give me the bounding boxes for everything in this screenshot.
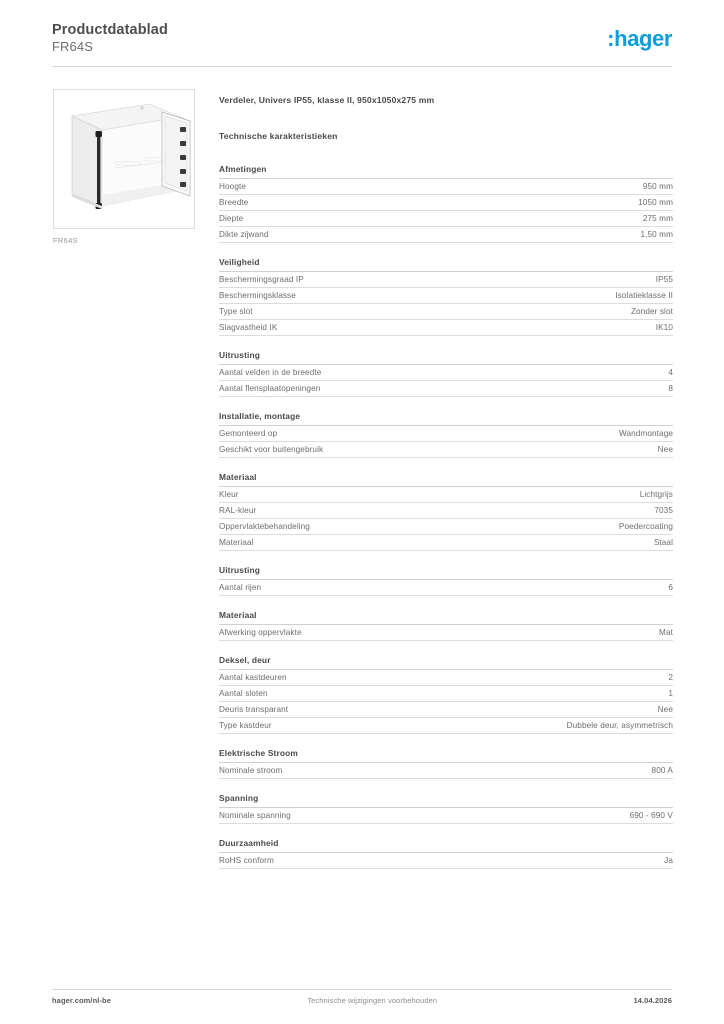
spec-row [219,702,673,718]
spec-group-title: Installatie, montage [219,411,673,426]
spec-row [219,487,673,503]
technical-characteristics-heading: Technische karakteristieken [219,131,338,141]
spec-row [219,365,673,381]
spec-label: Afwerking oppervlakte [219,628,302,637]
spec-group-title: Spanning [219,793,673,808]
spec-value: 275 mm [642,214,673,223]
spec-value: 7035 [654,506,673,515]
spec-row [219,195,673,211]
spec-group [219,350,673,397]
spec-group-title: Materiaal [219,472,673,487]
spec-label: Nominale spanning [219,811,291,820]
spec-value: 1 [668,689,673,698]
spec-label: Dikte zijwand [219,230,269,239]
spec-group [219,748,673,779]
spec-label: Gemonteerd op [219,429,278,438]
page-title: Productdatablad [52,22,168,38]
footer-website-link[interactable]: hager.com/nl-be [52,996,112,1005]
spec-row [219,808,673,824]
spec-row [219,503,673,519]
footer-date: 14.04.2026 [633,996,672,1005]
page-header [52,22,672,66]
spec-group-title: Duurzaamheid [219,838,673,853]
spec-label: Diepte [219,214,244,223]
spec-label: Nominale stroom [219,766,283,775]
spec-row [219,670,673,686]
spec-value: Isolatieklasse II [615,291,673,300]
spec-row [219,304,673,320]
spec-label: Type kastdeur [219,721,272,730]
document-title-block [52,22,168,55]
spec-group-title: Uitrusting [219,565,673,580]
spec-label: Aantal rijen [219,583,262,592]
spec-group [219,655,673,734]
page-footer [52,996,672,1005]
spec-label: Beschermingsgraad IP [219,275,304,284]
spec-value: Nee [657,445,673,454]
spec-group-title: Uitrusting [219,350,673,365]
spec-row [219,718,673,734]
spec-label: Geschikt voor buitengebruik [219,445,324,454]
spec-label: Aantal flensplaatopeningen [219,384,321,393]
spec-label: Aantal kastdeuren [219,673,287,682]
spec-value: 690 - 690 V [629,811,673,820]
spec-value: Wandmontage [618,429,673,438]
spec-group [219,164,673,243]
spec-row [219,211,673,227]
spec-label: Kleur [219,490,239,499]
product-image-caption: FR64S [53,236,78,245]
spec-label: Hoogte [219,182,247,191]
spec-row [219,535,673,551]
product-reference-subtitle: FR64S [52,39,93,54]
spec-group [219,257,673,336]
spec-row [219,519,673,535]
spec-label: Aantal sloten [219,689,268,698]
spec-group [219,793,673,824]
spec-row [219,686,673,702]
spec-label: RAL-kleur [219,506,257,515]
spec-label: Type slot [219,307,253,316]
spec-value: 4 [668,368,673,377]
spec-value: 2 [668,673,673,682]
spec-group [219,565,673,596]
hager-logo: :hager [607,26,672,51]
spec-value: Dubbele deur, asymmetrisch [566,721,673,730]
spec-value: Lichtgrijs [639,490,673,499]
spec-label: Oppervlaktebehandeling [219,522,310,531]
spec-value: Ja [664,856,673,865]
spec-groups-container [219,164,673,869]
spec-value: 950 mm [642,182,673,191]
spec-value: Mat [659,628,673,637]
spec-label: Beschermingsklasse [219,291,296,300]
spec-value: IK10 [655,323,673,332]
product-image [53,89,195,229]
header-divider [52,66,672,67]
spec-label: Slagvastheid IK [219,323,278,332]
spec-value: 6 [668,583,673,592]
product-descriptor: Verdeler, Univers IP55, klasse II, 950x1050x275 mm [219,95,435,105]
spec-row [219,426,673,442]
spec-label: Breedte [219,198,249,207]
spec-label: Materiaal [219,538,254,547]
spec-row [219,179,673,195]
spec-group [219,472,673,551]
specifications-column [219,95,673,883]
footer-divider [52,989,672,990]
spec-row [219,288,673,304]
spec-value: IP55 [655,275,673,284]
spec-value: 8 [668,384,673,393]
spec-group [219,838,673,869]
spec-row [219,763,673,779]
spec-row [219,272,673,288]
spec-group-title: Afmetingen [219,164,673,179]
spec-row [219,320,673,336]
spec-value: 1,50 mm [640,230,673,239]
spec-value: Staal [653,538,673,547]
spec-value: Nee [657,705,673,714]
footer-disclaimer: Technische wijzigingen voorbehouden [307,996,438,1005]
spec-label: Deuris transparant [219,705,289,714]
spec-label: RoHS conform [219,856,274,865]
spec-row [219,227,673,243]
spec-row [219,625,673,641]
spec-group [219,610,673,641]
spec-group-title: Materiaal [219,610,673,625]
spec-row [219,853,673,869]
spec-group-title: Deksel, deur [219,655,673,670]
spec-value: Poedercoating [618,522,673,531]
spec-group-title: Veiligheid [219,257,673,272]
spec-group-title: Elektrische Stroom [219,748,673,763]
spec-value: Zonder slot [630,307,673,316]
spec-row [219,580,673,596]
spec-group [219,411,673,458]
spec-value: 800 A [651,766,673,775]
spec-row [219,442,673,458]
product-figure [53,89,197,245]
spec-label: Aantal velden in de breedte [219,368,322,377]
enclosure-cabinet-icon [54,90,194,228]
spec-value: 1050 mm [638,198,673,207]
spec-row [219,381,673,397]
